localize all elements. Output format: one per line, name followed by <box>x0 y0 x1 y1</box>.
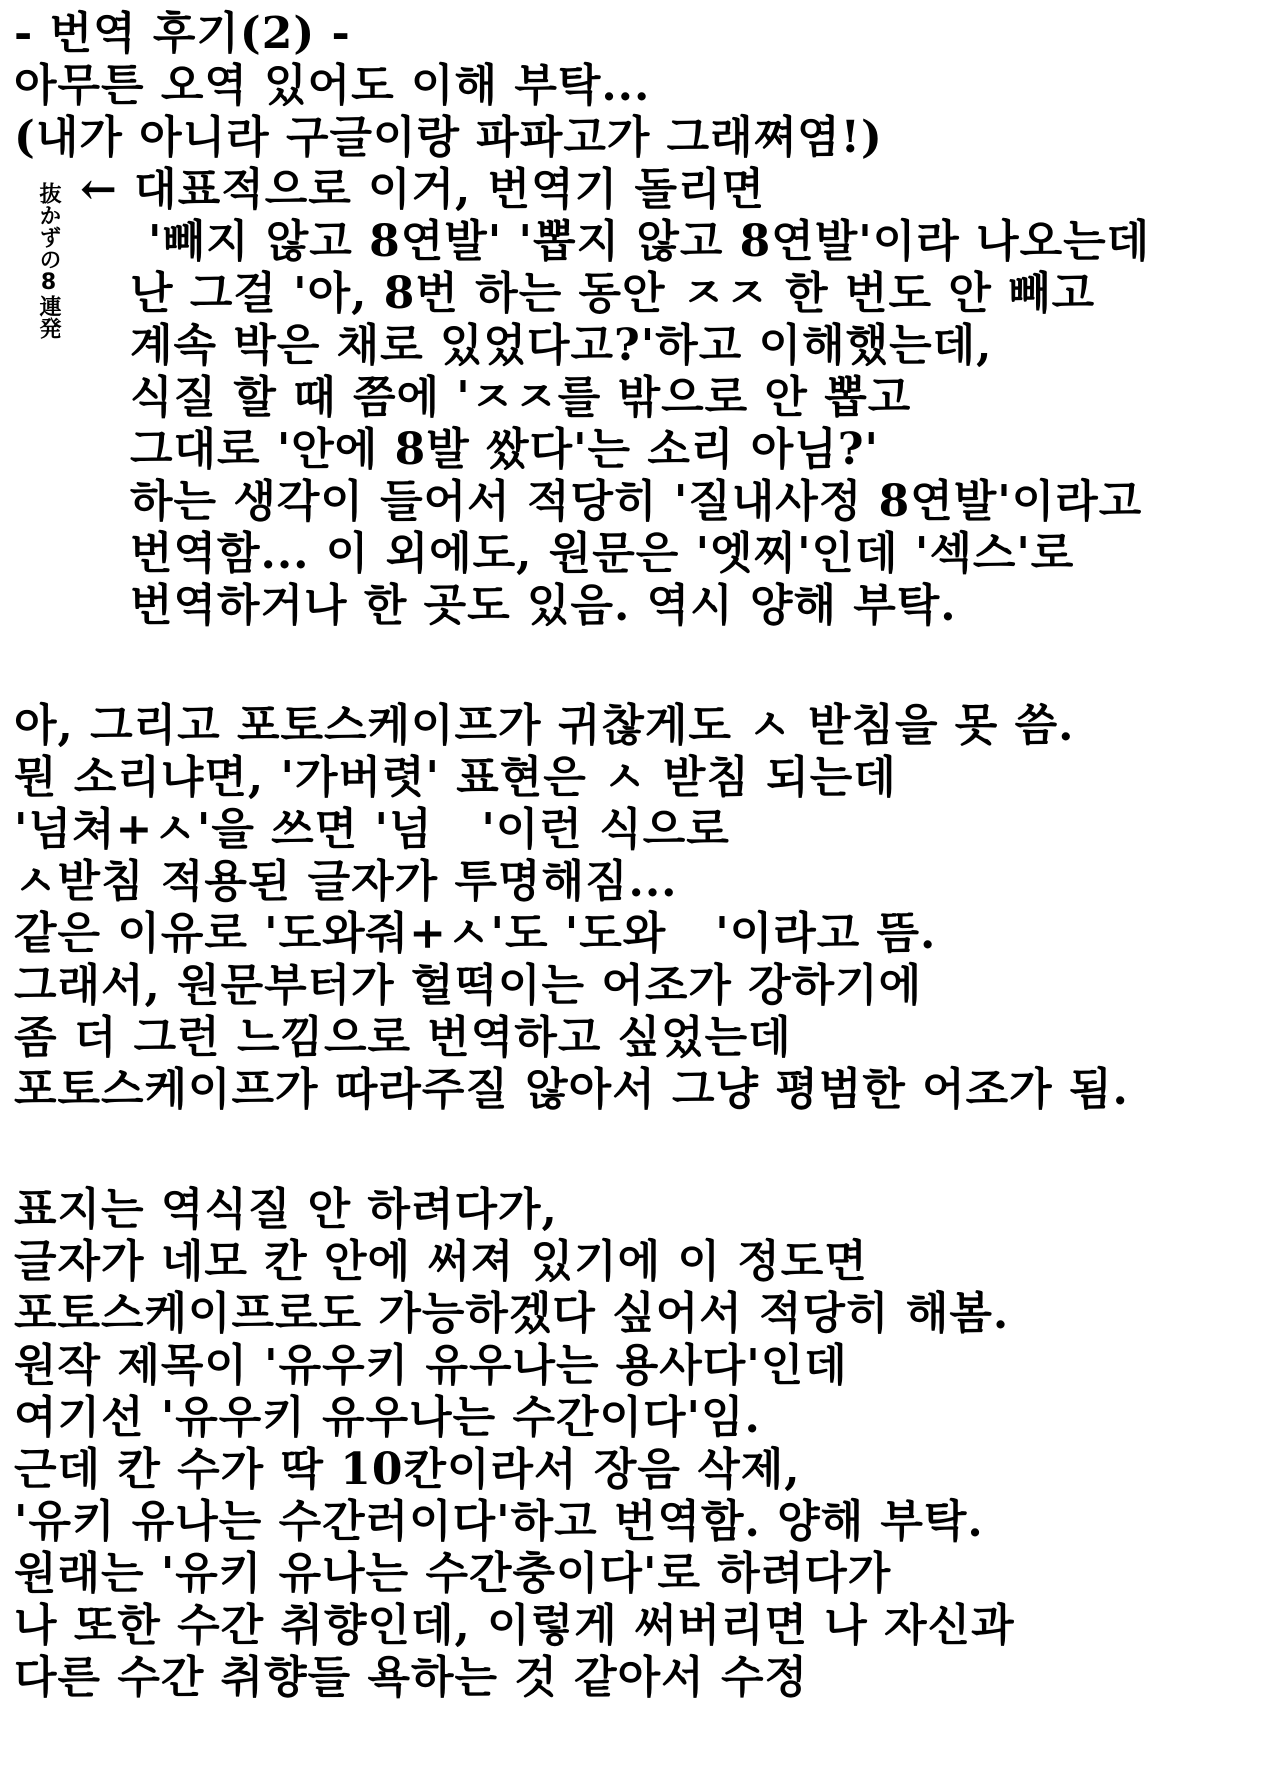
text-line: 그대로 '안에 8발 쌌다'는 소리 아님?' <box>130 424 879 475</box>
text-line: 여기선 '유우키 유우나는 수간이다'임. <box>14 1392 761 1443</box>
text-line: 식질 할 때 쯤에 'ㅈㅈ를 밖으로 안 뽑고 <box>130 372 912 423</box>
text-line: '넘쳐+ㅅ'을 쓰면 '넘 '이런 식으로 <box>14 804 730 855</box>
text-line: 같은 이유로 '도와줘+ㅅ'도 '도와 '이라고 뜸. <box>14 908 937 959</box>
text-line: (내가 아니라 구글이랑 파파고가 그래쪄염!) <box>14 112 883 163</box>
vertical-japanese-note: 抜かずの8連発 <box>36 182 61 339</box>
text-line: 하는 생각이 들어서 적당히 '질내사정 8연발'이라고 <box>130 476 1143 527</box>
text-line: 나 또한 수간 취향인데, 이렇게 써버리면 나 자신과 <box>14 1600 1015 1651</box>
text-line: 원작 제목이 '유우키 유우나는 용사다'인데 <box>14 1340 848 1391</box>
text-line: 난 그걸 '아, 8번 하는 동안 ㅈㅈ 한 번도 안 빼고 <box>130 268 1096 319</box>
text-line: 번역하거나 한 곳도 있음. 역시 양해 부탁. <box>130 580 957 631</box>
text-line: 원래는 '유키 유나는 수간충이다'로 하려다가 <box>14 1548 892 1599</box>
text-line: 다른 수간 취향들 욕하는 것 같아서 수정 <box>14 1652 808 1703</box>
text-line: 포토스케이프가 따라주질 않아서 그냥 평범한 어조가 됨. <box>14 1064 1129 1115</box>
text-line: 근데 칸 수가 딱 10칸이라서 장음 삭제, <box>14 1444 801 1495</box>
text-line: '빼지 않고 8연발' '뽑지 않고 8연발'이라 나오는데 <box>148 216 1151 267</box>
text-line: 글자가 네모 칸 안에 써져 있기에 이 정도면 <box>14 1236 868 1287</box>
text-line: '유키 유나는 수간러이다'하고 번역함. 양해 부탁. <box>14 1496 984 1547</box>
text-line: 포토스케이프로도 가능하겠다 싶어서 적당히 해봄. <box>14 1288 1010 1339</box>
text-line: 번역함... 이 외에도, 원문은 '엣찌'인데 '섹스'로 <box>130 528 1075 579</box>
text-line: 그래서, 원문부터가 헐떡이는 어조가 강하기에 <box>14 960 923 1011</box>
text-line: 좀 더 그런 느낌으로 번역하고 싶었는데 <box>14 1012 792 1063</box>
text-line: 아, 그리고 포토스케이프가 귀찮게도 ㅅ 받침을 못 씀. <box>14 700 1075 751</box>
text-line: 계속 박은 채로 있었다고?'하고 이해했는데, <box>130 320 993 371</box>
text-line: ← 대표적으로 이거, 번역기 돌리면 <box>80 164 766 215</box>
text-line: 표지는 역식질 안 하려다가, <box>14 1184 558 1235</box>
text-line: ㅅ받침 적용된 글자가 투명해짐... <box>14 856 678 907</box>
text-line: 아무튼 오역 있어도 이해 부탁... <box>14 60 651 111</box>
text-line: 뭔 소리냐면, '가버렷' 표현은 ㅅ 받침 되는데 <box>14 752 897 803</box>
notes-title: - 번역 후기(2) - <box>14 8 351 59</box>
